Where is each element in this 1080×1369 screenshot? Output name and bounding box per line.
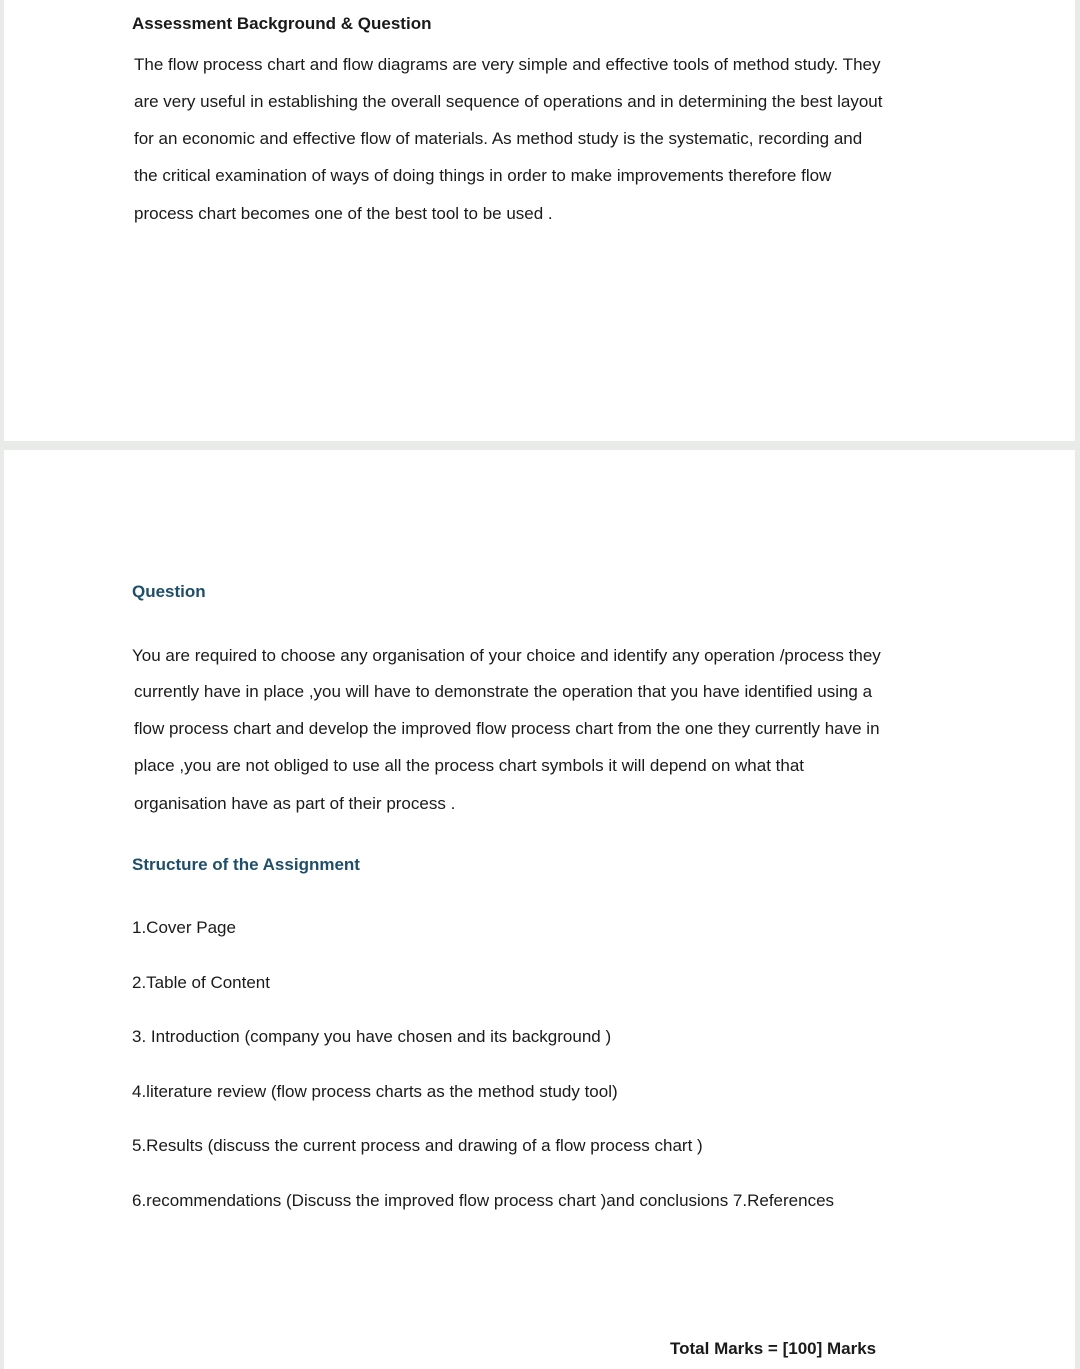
background-line-1: The flow process chart and flow diagrams are very simple and effective tools of method study. They xyxy=(134,55,881,74)
question-line-1: You are required to choose any organisation of your choice and identify any operation /process they xyxy=(132,646,881,665)
question-line-5: organisation have as part of their process . xyxy=(134,794,456,813)
structure-item-results: 5.Results (discuss the current process and drawing of a flow process chart ) xyxy=(132,1136,703,1155)
structure-item-cover-page: 1.Cover Page xyxy=(132,918,236,937)
background-line-5: process chart becomes one of the best tool to be used . xyxy=(134,204,553,223)
question-line-3: flow process chart and develop the improved flow process chart from the one they currently have in xyxy=(134,719,880,738)
background-line-2: are very useful in establishing the overall sequence of operations and in determining the best layout xyxy=(134,92,883,111)
structure-item-recommendations: 6.recommendations (Discuss the improved flow process chart )and conclusions 7.References xyxy=(132,1191,835,1210)
structure-item-introduction: 3. Introduction (company you have chosen and its background ) xyxy=(132,1027,612,1046)
total-marks: Total Marks = [100] Marks xyxy=(670,1339,877,1358)
background-line-4: the critical examination of ways of doing things in order to make improvements therefore flow xyxy=(134,166,832,185)
question-heading: Question xyxy=(132,582,206,601)
document-page-1 xyxy=(4,0,1075,441)
structure-item-table-of-content: 2.Table of Content xyxy=(132,973,270,992)
question-line-4: place ,you are not obliged to use all the process chart symbols it will depend on what that xyxy=(134,756,804,775)
background-line-3: for an economic and effective flow of materials. As method study is the systematic, recording and xyxy=(134,129,863,148)
structure-item-literature-review: 4.literature review (flow process charts as the method study tool) xyxy=(132,1082,618,1101)
structure-heading: Structure of the Assignment xyxy=(132,855,360,874)
background-heading: Assessment Background & Question xyxy=(132,14,432,33)
document-page-2 xyxy=(4,450,1075,1369)
question-line-2: currently have in place ,you will have to demonstrate the operation that you have identified using a xyxy=(134,682,873,701)
